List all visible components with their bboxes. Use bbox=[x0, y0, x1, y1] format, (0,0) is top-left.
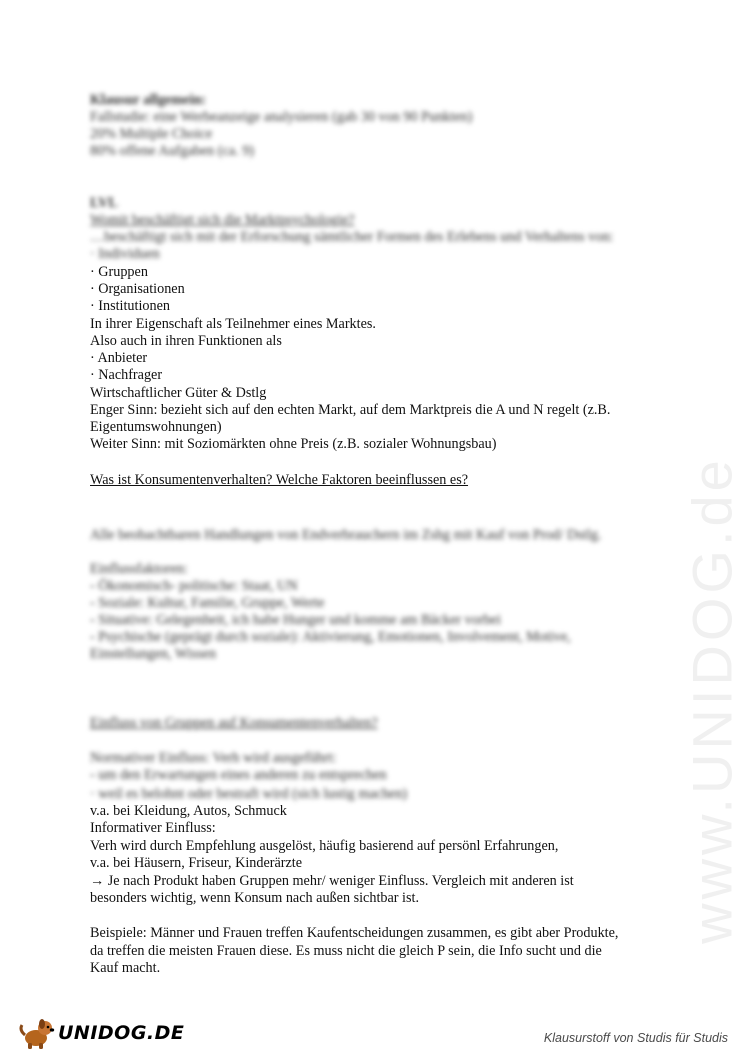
text-line: Beispiele: Männer und Frauen treffen Kaufentscheidungen zusammen, es gibt aber Produkte, bbox=[90, 925, 619, 941]
text-line: · Organisationen bbox=[90, 281, 185, 297]
text-line: Einstellungen, Wissen bbox=[90, 646, 217, 662]
text-line: - Soziale: Kultur, Familie, Gruppe, Werte bbox=[90, 595, 325, 611]
text-line: Informativer Einfluss: bbox=[90, 820, 216, 836]
text-line: Kauf macht. bbox=[90, 960, 161, 976]
text-line: Klausur allgemein: bbox=[90, 92, 207, 108]
text-line: → Je nach Produkt haben Gruppen mehr/ weniger Einfluss. Vergleich mit anderen ist bbox=[90, 873, 574, 889]
text-line: 80% offene Aufgaben (ca. 9) bbox=[90, 143, 255, 159]
text-line: Wirtschaftlicher Güter & Dstlg bbox=[90, 385, 267, 401]
watermark: www.UNIDOG.de bbox=[680, 456, 744, 944]
text-line: · weil es belohnt oder bestraft wird (sich lustig machen) bbox=[90, 786, 408, 802]
text-line: v.a. bei Kleidung, Autos, Schmuck bbox=[90, 803, 287, 819]
text-line: Alle beobachtbaren Handlungen von Endverbrauchern im Zshg mit Kauf von Prod/ Dstlg. bbox=[90, 527, 602, 543]
text-line: In ihrer Eigenschaft als Teilnehmer eines Marktes. bbox=[90, 316, 376, 332]
text-line: Normativer Einfluss: Verh wird ausgeführt: bbox=[90, 750, 337, 766]
text-line: Weiter Sinn: mit Soziomärkten ohne Preis (z.B. sozialer Wohnungsbau) bbox=[90, 436, 497, 452]
logo-text: UNIDOG.DE bbox=[58, 1022, 185, 1044]
text-line: Verh wird durch Empfehlung ausgelöst, häufig basierend auf persönl Erfahrungen, bbox=[90, 838, 559, 854]
text-line: besonders wichtig, wenn Konsum nach außen sichtbar ist. bbox=[90, 890, 420, 906]
text-line: …beschäftigt sich mit der Erforschung sämtlicher Formen des Erlebens und Verhaltens von: bbox=[90, 229, 614, 245]
text-line: · Anbieter bbox=[90, 350, 148, 366]
text-line: Einfluss von Gruppen auf Konsumentenverhalten? bbox=[90, 715, 378, 731]
text-line: - Ökonomisch- politische: Staat, UN bbox=[90, 578, 298, 594]
text-line: Womit beschäftigt sich die Marktpsychologie? bbox=[90, 212, 355, 228]
text-line: Also auch in ihren Funktionen als bbox=[90, 333, 282, 349]
text-line: - Situative: Gelegenheit, ich habe Hunger und komme am Bäcker vorbei bbox=[90, 612, 501, 628]
text-line: · Nachfrager bbox=[90, 367, 163, 383]
footer-tagline: Klausurstoff von Studis für Studis bbox=[543, 1031, 728, 1045]
text-line: Was ist Konsumentenverhalten? Welche Faktoren beeinflussen es? bbox=[90, 472, 469, 488]
text-line: Einflussfaktoren: bbox=[90, 561, 188, 577]
text-line: Enger Sinn: bezieht sich auf den echten Markt, auf dem Marktpreis die A und N regelt (z.B. bbox=[90, 402, 611, 418]
text-line: da treffen die meisten Frauen diese. Es muss nicht die gleich P sein, die Info sucht und die bbox=[90, 943, 602, 959]
unidog-logo bbox=[18, 1016, 188, 1050]
text-line: · Individuen bbox=[90, 246, 160, 262]
text-line: v.a. bei Häusern, Friseur, Kinderärzte bbox=[90, 855, 303, 871]
text-line: - Psychische (geprägt durch soziale): Aktivierung, Emotionen, Involvement, Motive, bbox=[90, 629, 571, 645]
text-line: LVL bbox=[90, 195, 118, 211]
text-line: · Gruppen bbox=[90, 264, 148, 280]
text-line: Fallstudie: eine Werbeanzeige analysieren (gab 30 von 90 Punkten) bbox=[90, 109, 473, 125]
text-line: - um den Erwartungen eines anderen zu entsprechen bbox=[90, 767, 387, 783]
dog-icon bbox=[18, 1016, 58, 1050]
text-line: · Institutionen bbox=[90, 298, 170, 314]
text-line: Eigentumswohnungen) bbox=[90, 419, 222, 435]
text-line: 20% Multiple Choice bbox=[90, 126, 213, 142]
